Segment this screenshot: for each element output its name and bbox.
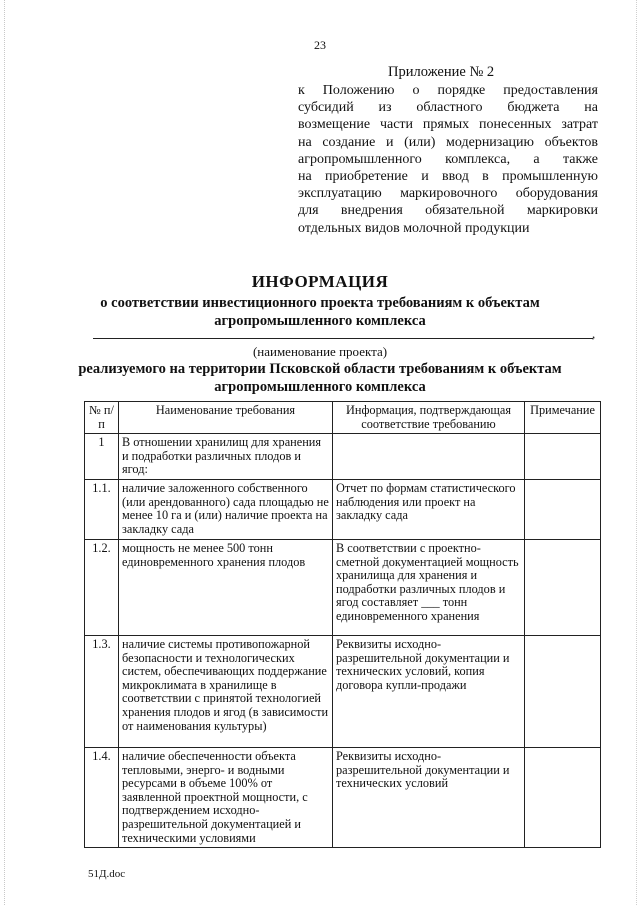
- row-info: Реквизиты исходно-разрешительной документации и технических условий, копия договора купли-продажи: [333, 635, 525, 747]
- row-requirement: мощность не менее 500 тонн единовременного хранения плодов: [119, 539, 333, 635]
- header-note: Примечание: [525, 402, 601, 434]
- annex-line: на приобретение и ввод в промышленную: [298, 169, 598, 185]
- annex-line: субсидий из областного бюджета на: [298, 100, 598, 116]
- project-name-comma: ,: [592, 326, 596, 341]
- footer-file-name: 51Д.doc: [88, 868, 126, 880]
- annex-line: эксплуатацию маркировочного оборудования: [298, 186, 598, 202]
- row-requirement: В отношении хранилищ для хранения и подработки различных плодов и ягод:: [119, 434, 333, 480]
- table-row: [85, 479, 601, 539]
- row-note: [525, 635, 601, 747]
- annex-line: к Положению о порядке предоставления: [298, 83, 598, 98]
- project-name-blank-line: [93, 338, 593, 339]
- row-info: В соответствии с проектно-сметной документацией мощность хранилища для хранения и подработки различных плодов и ягод составляет ___ тонн единовременного хранения: [333, 539, 525, 635]
- row-info: Реквизиты исходно-разрешительной документации и технических условий: [333, 747, 525, 847]
- header-requirement: Наименование требования: [119, 402, 333, 434]
- document-subheading: о соответствии инвестиционного проекта требованиям к объектам агропромышленного комплекса: [100, 295, 540, 329]
- table-row: [85, 434, 601, 480]
- table-row: [85, 539, 601, 635]
- row-requirement: наличие заложенного собственного (или арендованного) сада площадью не менее 10 га и (или) наличие проекта на закладку сада: [119, 479, 333, 539]
- header-num: № п/п: [85, 402, 119, 434]
- header-info: Информация, подтверждающая соответствие требованию: [333, 402, 525, 434]
- requirements-table: [84, 401, 601, 848]
- row-note: [525, 434, 601, 480]
- document-heading: ИНФОРМАЦИЯ: [251, 272, 389, 291]
- annex-body: [298, 82, 598, 237]
- annex-line: на создание и (или) модернизацию объектов: [298, 134, 598, 150]
- scan-edge-right: [636, 0, 637, 905]
- page-number: 23: [314, 38, 326, 52]
- row-info: Отчет по формам статистического наблюдения или проект на закладку сада: [333, 479, 525, 539]
- table-header-row: [85, 402, 601, 434]
- row-num: 1.3.: [85, 635, 119, 747]
- row-note: [525, 539, 601, 635]
- annex-line: возмещение части прямых понесенных затрат: [298, 117, 598, 133]
- row-requirement: наличие системы противопожарной безопасности и технологических систем, обеспечивающих поддержание микроклимата в хранилище в соответствии с принятой технологией хранения плодов и ягод (в зависимости от наименования культуры): [119, 635, 333, 747]
- row-requirement: наличие обеспеченности объекта тепловыми, энерго- и водными ресурсами в объеме 100% от заявленной проектной мощности, с подтверждением исходно-разрешительной документацией и техническими условиями: [119, 747, 333, 847]
- scan-edge-left: [4, 0, 5, 905]
- table-row: [85, 635, 601, 747]
- row-num: 1.1.: [85, 479, 119, 539]
- row-num: 1.2.: [85, 539, 119, 635]
- row-note: [525, 479, 601, 539]
- annex-line: для внедрения обязательной маркировки: [298, 203, 598, 219]
- row-note: [525, 747, 601, 847]
- project-name-caption: (наименование проекта): [252, 344, 388, 359]
- row-info: [333, 434, 525, 480]
- region-heading: реализуемого на территории Псковской области требованиям к объектам агропромышленного комплекса: [78, 361, 562, 395]
- table-row: [85, 747, 601, 847]
- annex-title: Приложение № 2: [388, 64, 495, 80]
- row-num: 1.4.: [85, 747, 119, 847]
- row-num: 1: [85, 434, 119, 480]
- annex-line: отдельных видов молочной продукции: [298, 220, 530, 236]
- annex-line: агропромышленного комплекса, а также: [298, 151, 598, 167]
